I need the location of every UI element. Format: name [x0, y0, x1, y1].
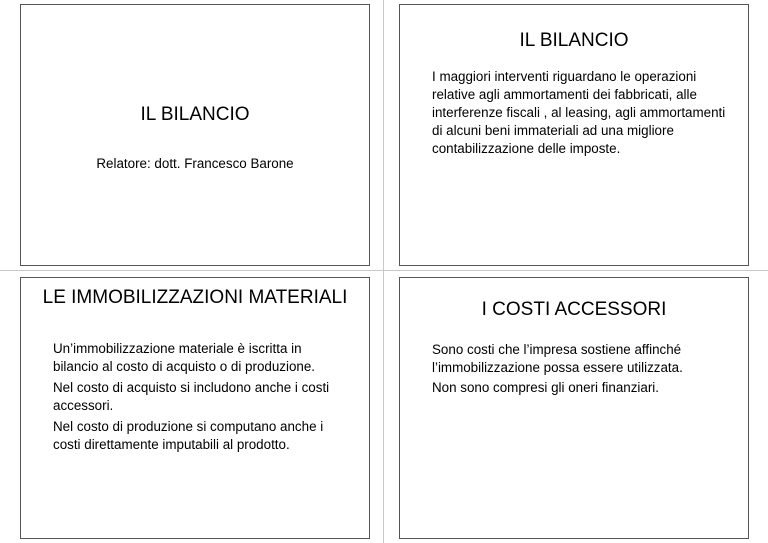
slide-1 — [20, 4, 370, 266]
page-divider-vertical — [383, 0, 384, 543]
slide-paragraph: Sono costi che l’impresa sostiene affinché l’immobilizzazione possa essere utilizzata. — [432, 342, 683, 375]
slide-title: I COSTI ACCESSORI — [481, 299, 667, 320]
slide-title: IL BILANCIO — [519, 30, 629, 51]
slide-4 — [399, 277, 749, 539]
slide-title: IL BILANCIO — [140, 104, 250, 125]
slide-paragraph: Un’immobilizzazione materiale è iscritta in bilancio al costo di acquisto o di produzione. — [53, 341, 316, 374]
slide-paragraph: Non sono compresi gli oneri finanziari. — [432, 380, 660, 395]
slide-subtitle: Relatore: dott. Francesco Barone — [96, 156, 294, 171]
slide-body — [432, 68, 732, 160]
slide-body — [53, 340, 349, 457]
slide-2 — [399, 4, 749, 266]
slide-body — [432, 341, 732, 399]
slide-paragraph: Nel costo di acquisto si includono anche i costi accessori. — [53, 380, 330, 413]
slide-paragraph: Nel costo di produzione si computano anche i costi direttamente imputabili al prodotto. — [53, 419, 324, 452]
slide-paragraph: I maggiori interventi riguardano le operazioni relative agli ammortamenti dei fabbricati, alle interferenze fiscali , al leasing, agli ammortamenti di alcuni beni immateriali ad una migliore contabilizzazione delle imposte. — [432, 69, 726, 156]
slide-title: LE IMMOBILIZZAZIONI MATERIALI — [42, 287, 348, 308]
slide-3 — [20, 277, 370, 539]
page-divider-horizontal — [0, 270, 768, 271]
